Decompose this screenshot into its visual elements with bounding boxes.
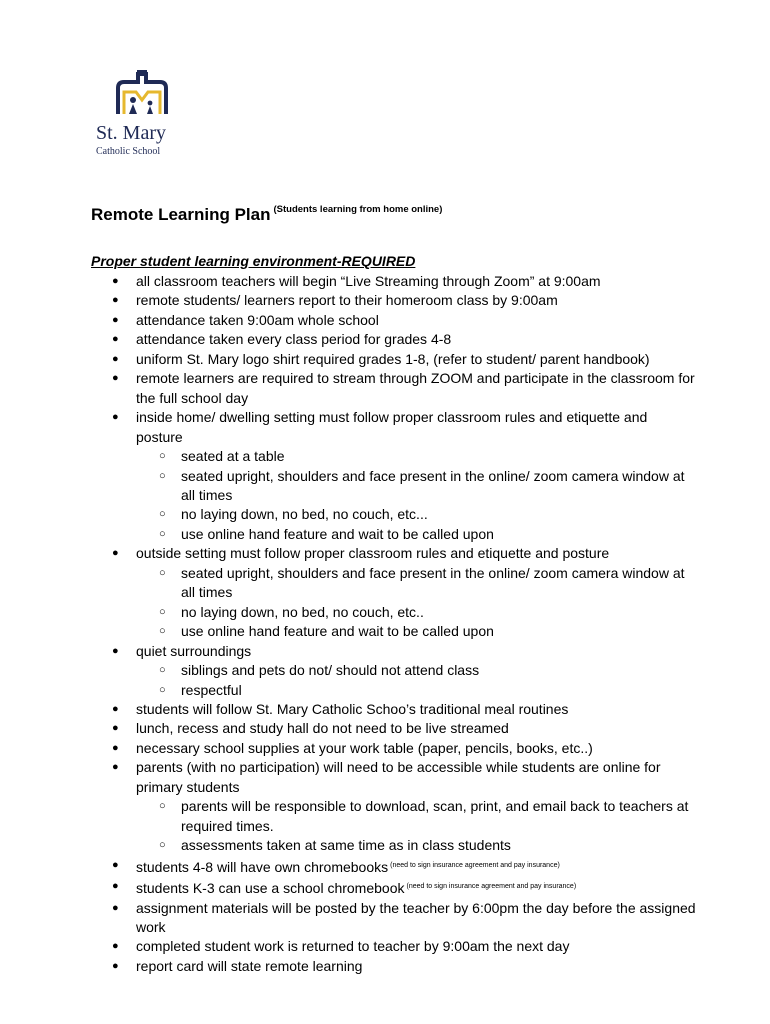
list-item [136, 291, 696, 310]
sub-list-item [181, 467, 696, 506]
section-heading: Proper student learning environment-REQUIRED [91, 253, 416, 269]
list-item-text: quiet surroundings [136, 642, 252, 659]
list-item [136, 957, 696, 976]
title-note: (Students learning from home online) [273, 204, 443, 215]
list-item-text: assignment materials will be posted by the teacher by 6:00pm the day before the assigned work [136, 899, 696, 935]
list-item [136, 330, 696, 349]
sub-list-item [181, 836, 696, 855]
list-item-text: remote learners are required to stream through ZOOM and participate in the classroom for the full school day [136, 370, 695, 406]
title-text: Remote Learning Plan [91, 205, 271, 224]
list-item-text: seated upright, shoulders and face present in the online/ zoom camera window at all times [181, 467, 685, 503]
sub-list-item [181, 564, 696, 603]
list-item-text: parents will be responsible to download, scan, print, and email back to teachers at required times. [181, 798, 689, 834]
list-item-text: assessments taken at same time as in class students [181, 837, 511, 854]
logo-line1: St. Mary [96, 122, 166, 144]
list-item-text: no laying down, no bed, no couch, etc... [181, 506, 428, 523]
list-item [136, 272, 696, 291]
list-item [136, 642, 696, 661]
list-item-text: use online hand feature and wait to be called upon [181, 623, 494, 640]
list-item-text: completed student work is returned to teacher by 9:00am the next day [136, 938, 570, 955]
sub-list-item [181, 505, 696, 524]
list-item [136, 758, 696, 797]
school-logo [92, 70, 192, 162]
sub-list-item [181, 447, 696, 466]
list-item [136, 350, 696, 369]
list-item-text: use online hand feature and wait to be called upon [181, 525, 494, 542]
list-item-text: parents (with no participation) will need to be accessible while students are online for primary students [136, 759, 661, 795]
list-item-text: seated at a table [181, 448, 285, 465]
list-item-text: lunch, recess and study hall do not need to be live streamed [136, 720, 509, 737]
list-item-text: siblings and pets do not/ should not attend class [181, 662, 480, 679]
list-item-text: outside setting must follow proper classroom rules and etiquette and posture [136, 545, 610, 562]
list-item-text: attendance taken 9:00am whole school [136, 311, 379, 328]
sub-list-item [181, 603, 696, 622]
list-item [136, 877, 696, 898]
list-item [136, 937, 696, 956]
list-item [136, 719, 696, 738]
list-item-text: remote students/ learners report to their homeroom class by 9:00am [136, 292, 558, 309]
list-item-text: respectful [181, 681, 242, 698]
list-item [136, 408, 696, 447]
list-item [136, 899, 696, 938]
sub-list-item [181, 681, 696, 700]
list-item-text: attendance taken every class period for grades 4-8 [136, 331, 452, 348]
list-item [136, 856, 696, 877]
list-item-text: students 4-8 will have own chromebooks [136, 858, 389, 875]
list-item [136, 739, 696, 758]
list-item-note: (need to sign insurance agreement and pay insurance) [406, 883, 577, 891]
sub-list-item [181, 661, 696, 680]
sub-list-item [181, 797, 696, 836]
list-item-text: uniform St. Mary logo shirt required grades 1-8, (refer to student/ parent handbook) [136, 350, 650, 367]
logo-line2: Catholic School [96, 146, 161, 157]
sub-list-item [181, 622, 696, 641]
list-item [136, 544, 696, 563]
list-item [136, 700, 696, 719]
list-item-note: (need to sign insurance agreement and pay insurance) [390, 861, 560, 869]
list-item-text: no laying down, no bed, no couch, etc.. [181, 603, 424, 620]
list-item-text: necessary school supplies at your work table (paper, pencils, books, etc..) [136, 739, 593, 756]
list-item-text: report card will state remote learning [136, 957, 363, 974]
sub-list-item [181, 525, 696, 544]
list-item-text: all classroom teachers will begin “Live Streaming through Zoom” at 9:00am [136, 273, 601, 289]
list-item-text: students will follow St. Mary Catholic Schoo’s traditional meal routines [136, 700, 569, 717]
requirements-list [0, 272, 770, 976]
list-item-text: seated upright, shoulders and face present in the online/ zoom camera window at all times [181, 564, 685, 601]
school-crest-icon [92, 70, 192, 162]
list-item [136, 369, 696, 408]
list-item-text: students K-3 can use a school chromebook [136, 880, 405, 897]
list-item-text: inside home/ dwelling setting must follow proper classroom rules and etiquette and posture [136, 409, 648, 445]
list-item [136, 311, 696, 330]
page-title [91, 204, 442, 225]
